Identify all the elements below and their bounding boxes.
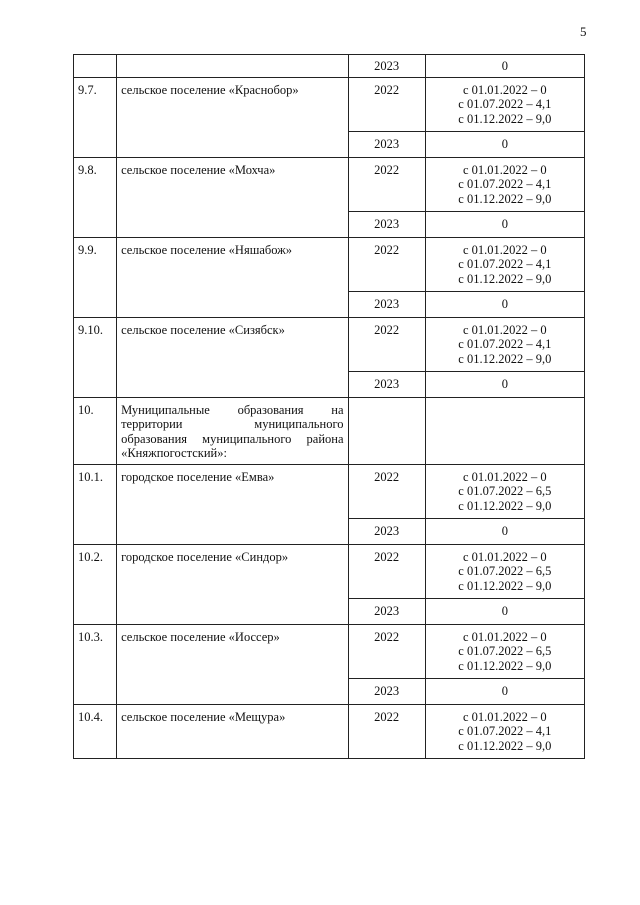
rate-cell [425, 237, 584, 291]
row-number-cell: 9.8. [74, 157, 117, 237]
year-cell: 2022 [348, 237, 425, 291]
year-cell: 2023 [348, 518, 425, 544]
rate-line: с 01.07.2022 – 4,1 [458, 337, 552, 351]
rate-cell [425, 678, 584, 704]
rate-cell [425, 544, 584, 598]
rate-line: с 01.01.2022 – 0 [462, 549, 547, 564]
table-row [74, 397, 585, 464]
municipality-name-cell [117, 55, 348, 78]
year-cell: 2022 [348, 77, 425, 131]
tariff-table [73, 54, 585, 759]
year-cell: 2023 [348, 678, 425, 704]
municipality-name-cell: городское поселение «Синдор» [117, 544, 348, 624]
rate-line: 0 [501, 376, 508, 391]
row-number-cell: 10. [74, 397, 117, 464]
municipality-name-cell: сельское поселение «Иоссер» [117, 624, 348, 704]
table-row [74, 157, 585, 211]
rate-line: 0 [501, 59, 508, 73]
table-row [74, 77, 585, 131]
municipality-name-cell: сельское поселение «Мохча» [117, 157, 348, 237]
rate-line: с 01.12.2022 – 9,0 [458, 498, 552, 513]
rate-line: с 01.01.2022 – 0 [462, 242, 547, 257]
table-row [74, 544, 585, 598]
rate-line: 0 [501, 683, 508, 698]
row-number-cell: 10.1. [74, 464, 117, 544]
rate-cell [425, 157, 584, 211]
rate-line: с 01.07.2022 – 4,1 [458, 257, 552, 271]
table-row [74, 55, 585, 78]
rate-cell [425, 518, 584, 544]
rate-line: с 01.01.2022 – 0 [462, 82, 547, 97]
row-number-cell: 9.7. [74, 77, 117, 157]
municipality-name-cell: сельское поселение «Мещура» [117, 704, 348, 758]
rate-cell [425, 704, 584, 758]
page-number: 5 [580, 24, 587, 39]
rate-line: с 01.01.2022 – 0 [462, 162, 547, 177]
rate-cell [425, 211, 584, 237]
rate-line: с 01.12.2022 – 9,0 [458, 351, 552, 366]
table-row [74, 317, 585, 371]
year-cell: 2023 [348, 598, 425, 624]
year-cell: 2023 [348, 55, 425, 78]
year-cell: 2022 [348, 317, 425, 371]
table-row [74, 464, 585, 518]
municipality-name-cell: сельское поселение «Краснобор» [117, 77, 348, 157]
rate-cell [425, 464, 584, 518]
year-cell: 2022 [348, 704, 425, 758]
year-cell: 2022 [348, 157, 425, 211]
row-number-cell: 9.10. [74, 317, 117, 397]
rate-line: 0 [501, 603, 508, 618]
tariff-table-body [74, 55, 585, 759]
rate-line: 0 [501, 296, 508, 311]
rate-cell [425, 291, 584, 317]
rate-line: с 01.12.2022 – 9,0 [458, 191, 552, 206]
rate-line: с 01.07.2022 – 4,1 [458, 177, 552, 191]
rate-line: 0 [501, 523, 508, 538]
rate-line: 0 [501, 216, 508, 231]
rate-cell [425, 598, 584, 624]
rate-cell [425, 624, 584, 678]
row-number-cell: 9.9. [74, 237, 117, 317]
year-cell: 2022 [348, 624, 425, 678]
table-row [74, 704, 585, 758]
rate-line: с 01.07.2022 – 4,1 [458, 724, 552, 738]
rate-line: с 01.01.2022 – 0 [462, 322, 547, 337]
row-number-cell [74, 55, 117, 78]
municipality-name-cell: Муниципальные образования на территории муниципального образования муниципального района «Княжпогостский»: [117, 397, 348, 464]
rate-line: с 01.01.2022 – 0 [462, 469, 547, 484]
year-cell: 2023 [348, 371, 425, 397]
municipality-name-cell: городское поселение «Емва» [117, 464, 348, 544]
rate-line: с 01.12.2022 – 9,0 [458, 658, 552, 673]
table-row [74, 624, 585, 678]
rate-cell [425, 317, 584, 371]
rate-cell [425, 397, 584, 464]
rate-line: с 01.01.2022 – 0 [462, 629, 547, 644]
row-number-cell: 10.3. [74, 624, 117, 704]
rate-line: с 01.12.2022 – 9,0 [458, 111, 552, 126]
rate-line: с 01.12.2022 – 9,0 [458, 578, 552, 593]
year-cell: 2022 [348, 464, 425, 518]
year-cell: 2023 [348, 211, 425, 237]
year-cell: 2022 [348, 544, 425, 598]
rate-line: с 01.07.2022 – 4,1 [458, 97, 552, 111]
rate-line: с 01.01.2022 – 0 [462, 709, 547, 724]
rate-cell [425, 371, 584, 397]
rate-line: 0 [501, 136, 508, 151]
row-number-cell: 10.2. [74, 544, 117, 624]
municipality-name-cell: сельское поселение «Няшабож» [117, 237, 348, 317]
rate-line: с 01.12.2022 – 9,0 [458, 271, 552, 286]
year-cell: 2023 [348, 131, 425, 157]
rate-line: с 01.07.2022 – 6,5 [458, 564, 552, 578]
row-number-cell: 10.4. [74, 704, 117, 758]
table-row [74, 237, 585, 291]
year-cell [348, 397, 425, 464]
rate-line: с 01.07.2022 – 6,5 [458, 644, 552, 658]
rate-line: с 01.12.2022 – 9,0 [458, 738, 552, 753]
rate-cell [425, 77, 584, 131]
rate-line: с 01.07.2022 – 6,5 [458, 484, 552, 498]
rate-cell [425, 55, 584, 78]
rate-cell [425, 131, 584, 157]
year-cell: 2023 [348, 291, 425, 317]
municipality-name-cell: сельское поселение «Сизябск» [117, 317, 348, 397]
